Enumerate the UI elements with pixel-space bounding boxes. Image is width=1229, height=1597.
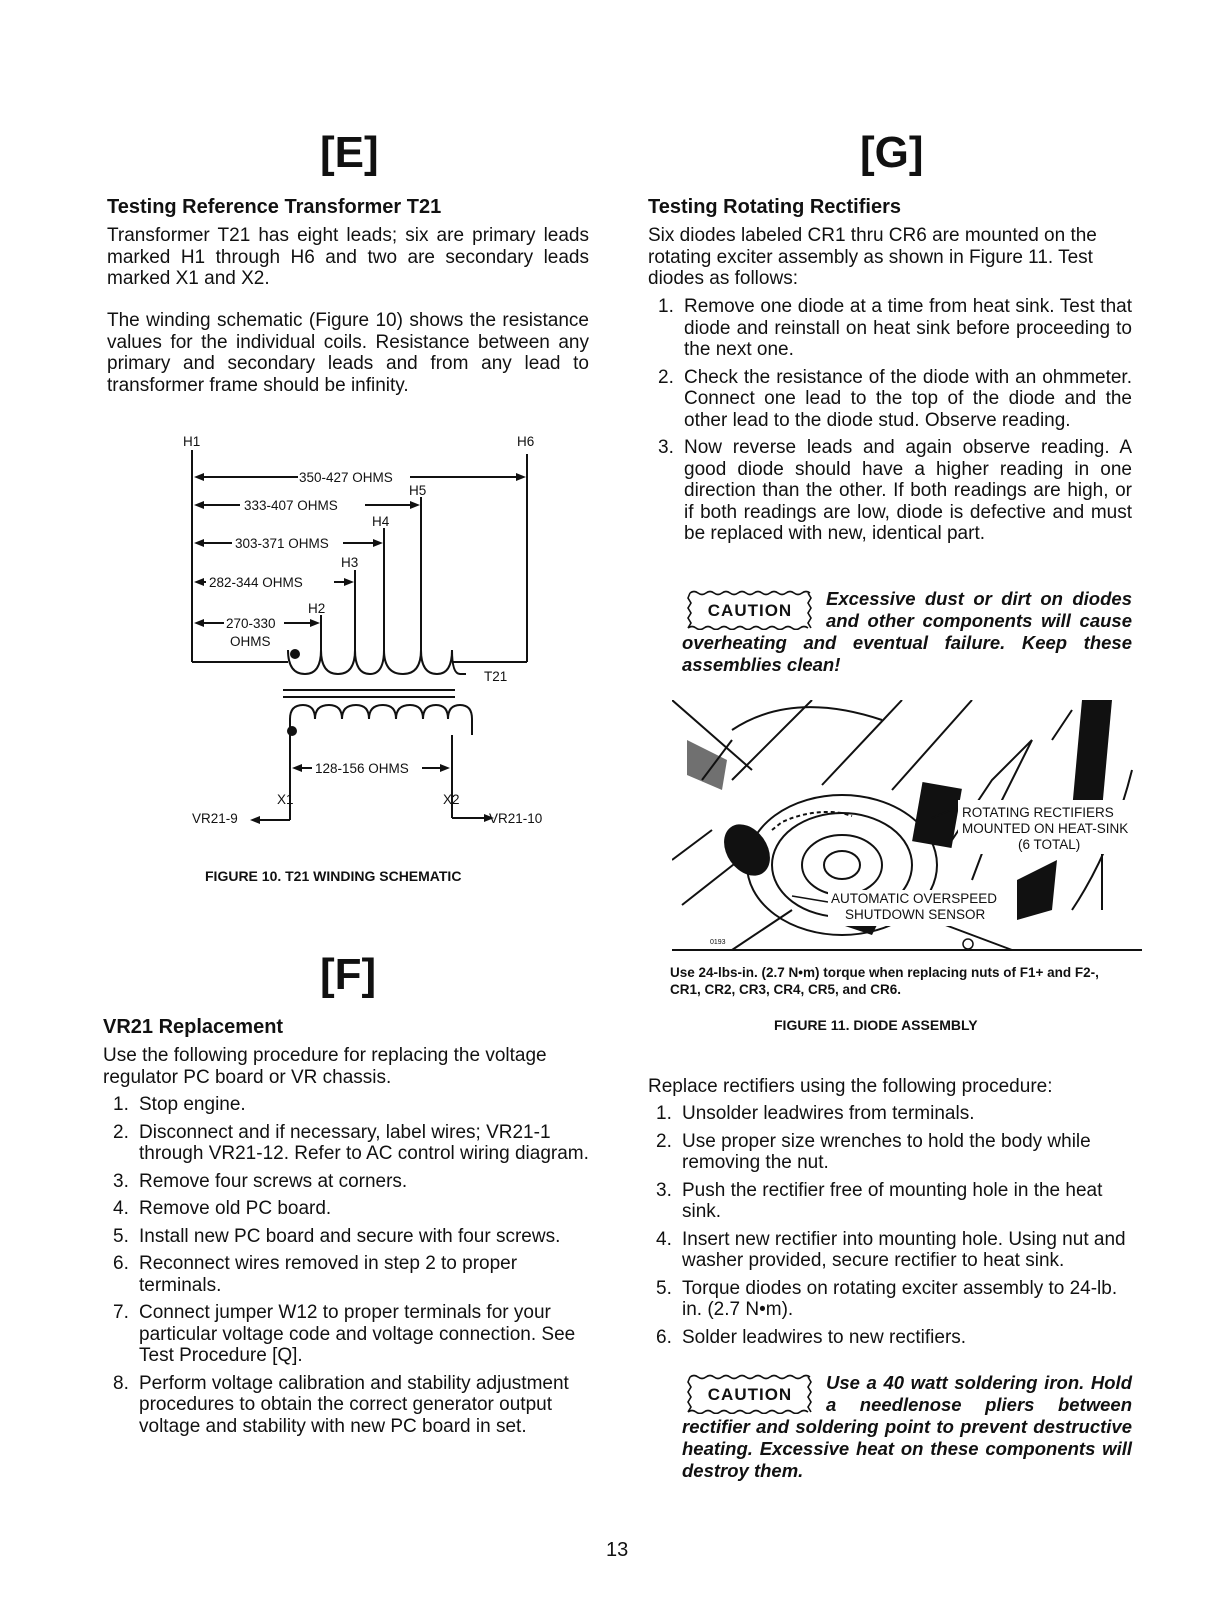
heading-testing-t21: Testing Reference Transformer T21: [107, 196, 442, 218]
figure-11-diode-assembly-illustration: [672, 700, 1142, 956]
label-rotating-rectifiers: ROTATING RECTIFIERS: [962, 805, 1114, 820]
torque-note: Use 24-lbs-in. (2.7 N•m) torque when replacing nuts of F1+ and F2-, CR1, CR2, CR3, CR4, CR5, and CR6.: [670, 965, 1099, 997]
vr21-step: 3. Remove four screws at corners.: [113, 1170, 408, 1192]
replace-step: 4. Insert new rectifier into mounting hole. Using nut and washer provided, secure rectifier to heat sink.: [656, 1228, 1126, 1271]
heading-rotating-rectifiers: Testing Rotating Rectifiers: [648, 196, 901, 218]
label-x1: X1: [277, 792, 294, 807]
page-number: 13: [606, 1539, 629, 1561]
vr21-steps-list: [105, 1094, 589, 1443]
caution-badge: CAUTION: [682, 590, 818, 630]
caution-dust: CAUTION Excessive dust or dirt on diodes and other components will cause overheating and eventual failure. Keep these assemblies clean!: [682, 588, 1132, 675]
figure-10-caption: FIGURE 10. T21 WINDING SCHEMATIC: [205, 868, 462, 884]
paragraph-t21-leads: Transformer T21 has eight leads; six are primary leads marked H1 through H6 and two are secondary leads marked X1 and X2.: [107, 225, 589, 289]
vr21-step: 4. Remove old PC board.: [113, 1198, 332, 1219]
overspeed-sensor-body: [715, 816, 780, 885]
replace-rectifier-steps: [648, 1103, 1132, 1354]
label-automatic-overspeed: AUTOMATIC OVERSPEED: [831, 891, 998, 906]
vr21-step: 2. Disconnect and if necessary, label wires; VR21-1 through VR21-12. Refer to AC control wiring diagram.: [113, 1121, 589, 1164]
vr21-step: 8. Perform voltage calibration and stability adjustment procedures to obtain the correct generator output voltage and stability with new PC board in set.: [113, 1372, 569, 1437]
label-r3: 303-371 OHMS: [235, 536, 329, 551]
primary-coil: [288, 650, 466, 674]
label-h2: H2: [308, 601, 326, 616]
label-h3: H3: [341, 555, 359, 570]
caution-badge: CAUTION: [682, 1374, 818, 1414]
label-r4: 282-344 OHMS: [209, 575, 303, 590]
polarity-dot-secondary: [287, 726, 297, 736]
label-x2: X2: [443, 792, 460, 807]
replace-step: 1. Unsolder leadwires from terminals.: [656, 1103, 975, 1124]
paragraph-winding-schematic: The winding schematic (Figure 10) shows the resistance values for the individual coils. Resistance between any primary and secondary leads and from any lead to transformer frame should be infinity.: [107, 310, 589, 396]
heading-vr21-replacement: VR21 Replacement: [103, 1016, 284, 1038]
section-e-marker: [E]: [320, 128, 379, 177]
replace-step: 6. Solder leadwires to new rectifiers.: [656, 1326, 967, 1348]
figure-10-winding-schematic: [170, 425, 570, 835]
section-f-marker: [F]: [320, 950, 377, 999]
diode-test-step: 3. Now reverse leads and again observe reading. A good diode should have a higher reading in one direction than the other. If both readings are high, or if both readings are low, diode is defective and must be replaced with new, identical part.: [658, 437, 1132, 544]
polarity-dot-primary: [290, 649, 300, 659]
label-h5: H5: [409, 483, 427, 498]
paragraph-diodes-intro: Six diodes labeled CR1 thru CR6 are mounted on the rotating exciter assembly as shown in Figure 11. Test diodes as follows:: [648, 225, 1097, 289]
vr21-step: 6. Reconnect wires removed in step 2 to proper terminals.: [113, 1253, 518, 1296]
replace-step: 5. Torque diodes on rotating exciter assembly to 24-lb. in. (2.7 N•m).: [656, 1277, 1118, 1320]
vr21-step: 5. Install new PC board and secure with four screws.: [113, 1225, 561, 1247]
label-t21: T21: [484, 669, 508, 684]
label-r1: 350-427 OHMS: [299, 470, 393, 485]
field-windings: [1072, 700, 1112, 810]
label-h6: H6: [517, 434, 535, 449]
secondary-coil: [290, 705, 472, 735]
paragraph-vr21-procedure: Use the following procedure for replacing the voltage regulator PC board or VR chassis.: [103, 1045, 547, 1088]
label-shutdown-sensor: SHUTDOWN SENSOR: [845, 907, 986, 922]
paragraph-replace-procedure: Replace rectifiers using the following procedure:: [648, 1076, 1053, 1097]
label-r5b: OHMS: [230, 634, 271, 649]
label-h4: H4: [372, 514, 390, 529]
label-r6: 128-156 OHMS: [315, 761, 409, 776]
figure-11-code: 0193: [710, 939, 726, 946]
diode-test-step: 2. Check the resistance of the diode with an ohmmeter. Connect one lead to the top of the diode and the other lead to the diode stud. Observe reading.: [658, 366, 1132, 431]
label-r2: 333-407 OHMS: [244, 498, 338, 513]
figure-11-caption: FIGURE 11. DIODE ASSEMBLY: [774, 1017, 978, 1033]
label-r5a: 270-330: [226, 616, 276, 631]
label-vr21-9: VR21-9: [192, 811, 238, 826]
caution-soldering: CAUTION Use a 40 watt soldering iron. Hold a needlenose pliers between rectifier and soldering point to prevent destructive heating. Excessive heat on these components will destroy them.: [682, 1372, 1132, 1481]
section-g-marker: [G]: [860, 128, 924, 177]
label-vr21-10: VR21-10: [489, 811, 543, 826]
diode-test-steps: [650, 296, 1132, 551]
diode-test-step: 1. Remove one diode at a time from heat sink. Test that diode and reinstall on heat sink before proceeding to the next one.: [658, 296, 1132, 360]
replace-step: 2. Use proper size wrenches to hold the body while removing the nut.: [656, 1130, 1091, 1173]
vr21-step: 1. Stop engine.: [113, 1094, 246, 1115]
vr21-step: 7. Connect jumper W12 to proper terminals for your particular voltage code and voltage connection. See Test Procedure [Q].: [113, 1302, 576, 1366]
label-mounted-on-heatsink: MOUNTED ON HEAT-SINK: [962, 821, 1129, 836]
label-h1: H1: [183, 434, 201, 449]
replace-step: 3. Push the rectifier free of mounting hole in the heat sink.: [656, 1179, 1103, 1222]
label-six-total: (6 TOTAL): [1018, 837, 1081, 852]
